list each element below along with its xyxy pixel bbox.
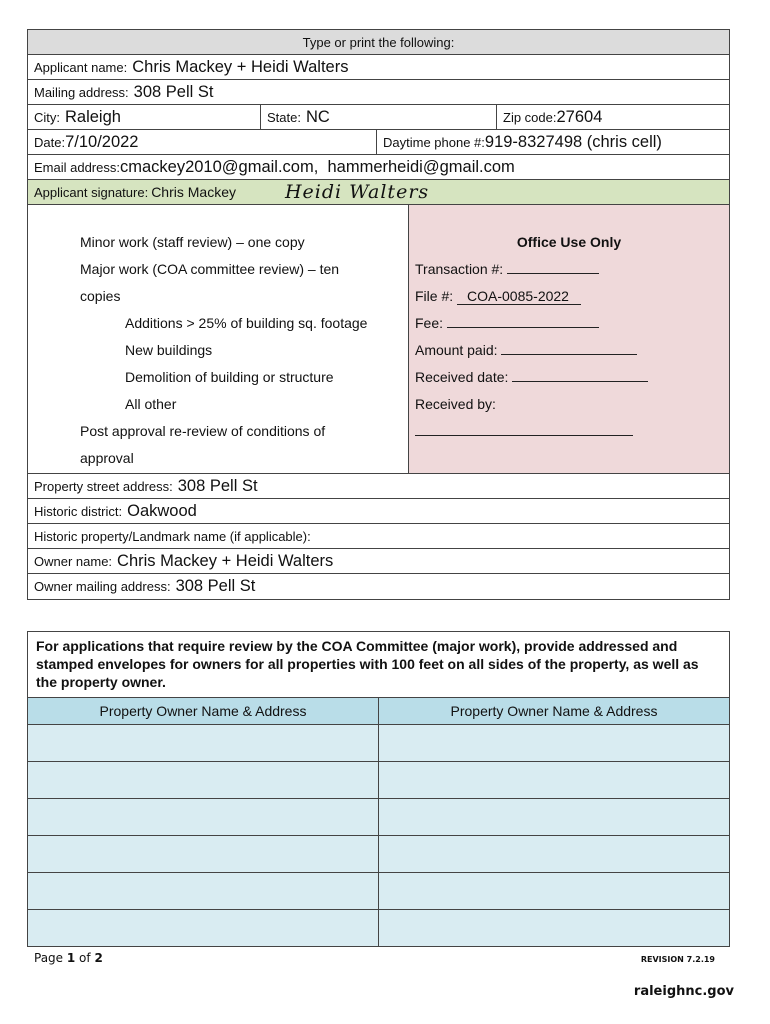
page-prefix: Page [34, 951, 67, 965]
owner-name-label: Owner name: [34, 553, 113, 569]
phone-label: Daytime phone #: [383, 134, 485, 150]
form-header: Type or print the following: [28, 30, 729, 54]
table-row [28, 873, 729, 910]
received-by-label: Received by: [415, 396, 496, 412]
review-option-post-approval-cont: approval [80, 450, 134, 466]
amount-paid-line [415, 337, 729, 364]
table-cell[interactable] [378, 799, 729, 835]
received-date-line [415, 364, 729, 391]
applicant-name-row [28, 55, 729, 80]
review-type-list [28, 205, 408, 473]
applicant-name-label: Applicant name: [34, 59, 128, 75]
date-label: Date: [34, 134, 66, 150]
state-field[interactable]: NC [305, 107, 330, 126]
table-cell[interactable] [28, 873, 378, 909]
page-number: 1 [66, 951, 76, 965]
owner-mailing-row [28, 574, 729, 599]
property-street-row [28, 474, 729, 499]
table-cell[interactable] [378, 873, 729, 909]
owner-name-row [28, 549, 729, 574]
review-section [28, 205, 729, 474]
page-indicator [34, 951, 103, 965]
table-cell[interactable] [378, 910, 729, 946]
review-option-minor[interactable]: Minor work (staff review) – one copy [80, 234, 305, 250]
table-cell[interactable] [378, 762, 729, 798]
date-phone-row [28, 130, 729, 155]
review-option-additions[interactable]: Additions > 25% of building sq. footage [125, 315, 368, 331]
table-row [28, 799, 729, 836]
table-cell[interactable] [28, 836, 378, 872]
table-cell[interactable] [378, 725, 729, 761]
applicant-name-field[interactable]: Chris Mackey + Heidi Walters [132, 57, 349, 76]
signature-handwritten: Heidi Walters [284, 181, 430, 203]
city-label: City: [34, 109, 60, 125]
transaction-line [415, 256, 729, 283]
table-row [28, 762, 729, 799]
transaction-label: Transaction #: [415, 261, 504, 277]
owner-mailing-field[interactable]: 308 Pell St [175, 577, 256, 595]
email-field[interactable]: cmackey2010@gmail.com, hammerheidi@gmail.com [119, 157, 515, 176]
file-field[interactable]: COA-0085-2022 [457, 288, 581, 305]
owners-instructions: For applications that require review by the COA Committee (major work), provide addressed and stamped envelopes for owners for all properties with 100 feet on all sides of the property, as well as the property owner. [28, 632, 729, 698]
landmark-row [28, 524, 729, 549]
zip-field[interactable]: 27604 [556, 107, 603, 126]
table-cell[interactable] [28, 910, 378, 946]
table-row [28, 725, 729, 762]
table-cell[interactable] [28, 725, 378, 761]
office-use-panel [408, 205, 729, 473]
review-option-all-other[interactable]: All other [125, 396, 177, 412]
table-row [28, 836, 729, 873]
review-option-new-buildings[interactable]: New buildings [125, 342, 213, 358]
landmark-label: Historic property/Landmark name (if applicable): [34, 528, 311, 544]
mailing-address-row [28, 80, 729, 105]
fee-label: Fee: [415, 315, 444, 331]
state-label: State: [267, 109, 301, 125]
property-street-field[interactable]: 308 Pell St [177, 476, 258, 495]
fee-line [415, 310, 729, 337]
review-option-major-cont: copies [80, 288, 121, 304]
table-cell[interactable] [28, 762, 378, 798]
form-header-row [28, 30, 729, 55]
property-street-label: Property street address: [34, 478, 173, 494]
review-option-post-approval[interactable]: Post approval re-review of conditions of [80, 423, 326, 439]
date-field[interactable]: 7/10/2022 [65, 132, 139, 151]
revision-label: REVISION 7.2.19 [640, 955, 715, 964]
column-header: Property Owner Name & Address [99, 703, 307, 719]
fee-field[interactable] [447, 312, 599, 328]
received-date-label: Received date: [415, 369, 509, 385]
review-option-major[interactable]: Major work (COA committee review) – ten [80, 261, 340, 277]
historic-district-row [28, 499, 729, 524]
table-cell[interactable] [378, 836, 729, 872]
page-of: of [75, 951, 95, 965]
mailing-address-field[interactable]: 308 Pell St [133, 82, 214, 101]
email-label: Email address: [34, 159, 120, 175]
owner-name-field[interactable]: Chris Mackey + Heidi Walters [117, 551, 334, 570]
received-by-line [415, 418, 729, 445]
amount-paid-field[interactable] [501, 339, 637, 355]
city-field[interactable]: Raleigh [65, 107, 121, 126]
table-cell[interactable] [28, 799, 378, 835]
table-row [28, 910, 729, 946]
signature-label: Applicant signature: [34, 184, 149, 200]
owners-table [27, 631, 730, 947]
amount-paid-label: Amount paid: [415, 342, 498, 358]
application-form [27, 29, 730, 600]
file-label: File #: [415, 288, 454, 304]
owner-mailing-label: Owner mailing address: [34, 579, 171, 594]
signature-printed[interactable]: Chris Mackey [151, 184, 236, 200]
received-by-field[interactable] [415, 420, 633, 436]
column-header: Property Owner Name & Address [378, 698, 729, 724]
received-date-field[interactable] [512, 366, 648, 382]
signature-row [28, 180, 729, 205]
page-total: 2 [94, 951, 103, 965]
office-use-title: Office Use Only [516, 234, 622, 250]
review-option-demolition[interactable]: Demolition of building or structure [125, 369, 334, 385]
owners-table-header [28, 698, 729, 725]
mailing-address-label: Mailing address: [34, 84, 129, 100]
city-state-zip-row [28, 105, 729, 130]
historic-district-label: Historic district: [34, 503, 123, 519]
phone-field[interactable]: 919-8327498 (chris cell) [484, 132, 662, 151]
zip-label: Zip code: [503, 109, 557, 125]
email-row [28, 155, 729, 180]
historic-district-field[interactable]: Oakwood [127, 501, 197, 520]
transaction-field[interactable] [507, 258, 599, 274]
site-url[interactable]: raleighnc.gov [633, 984, 734, 999]
file-line [415, 283, 729, 310]
